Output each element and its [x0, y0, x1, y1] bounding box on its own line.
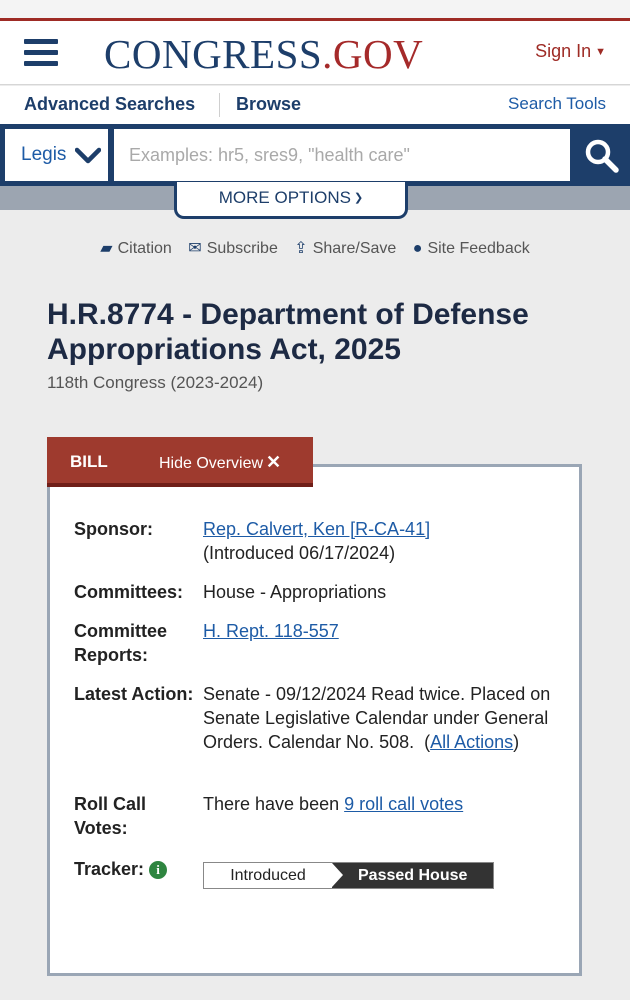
search-scope-dropdown[interactable]: [5, 129, 108, 181]
browse-link[interactable]: Browse: [236, 94, 302, 114]
congress-session: 118th Congress (2023-2024): [47, 373, 264, 392]
latest-action-text: Senate - 09/12/2024 Read twice. Placed on Senate Legislative Calendar under General Orders. Calendar No. 508.: [203, 684, 551, 752]
bill-tracker: [203, 862, 494, 889]
close-icon: ✕: [266, 452, 282, 472]
comment-icon: ●: [412, 240, 423, 257]
committees-value: House - Appropriations: [203, 582, 387, 602]
committees-label: Committees:: [74, 582, 184, 602]
sign-in-label: Sign In: [535, 41, 592, 61]
tracker-label-wrap: [74, 857, 196, 881]
search-button[interactable]: [576, 124, 630, 186]
hide-overview-label: Hide Overview: [159, 455, 264, 472]
roll-call-votes-link[interactable]: 9 roll call votes: [344, 794, 464, 814]
sponsor-link[interactable]: Rep. Calvert, Ken [R-CA-41]: [203, 519, 431, 539]
latest-action-label: Latest Action:: [74, 684, 194, 704]
sponsor-value: [203, 517, 553, 565]
overview-tab-bar: [47, 437, 313, 487]
roll-call-prefix: There have been: [203, 794, 340, 814]
citation-label: Citation: [117, 240, 172, 257]
site-feedback-action[interactable]: [413, 240, 530, 258]
search-tools-link[interactable]: Search Tools: [508, 94, 606, 113]
subscribe-label: Subscribe: [206, 240, 278, 257]
caret-down-icon: ▼: [595, 46, 606, 58]
nav-divider: [219, 93, 220, 117]
chevron-down-icon: ❯: [354, 192, 364, 204]
committee-report-link[interactable]: H. Rept. 118-557: [203, 621, 339, 641]
share-save-action[interactable]: [294, 238, 396, 258]
search-icon: [584, 138, 620, 174]
sponsor-introduced-date: (Introduced 06/17/2024): [203, 543, 396, 563]
hide-overview-button[interactable]: [159, 452, 281, 473]
browser-top-strip: [0, 0, 630, 20]
search-scope-label: Legis: [21, 144, 67, 165]
subscribe-action[interactable]: [188, 238, 278, 258]
logo-gov-text: .GOV: [322, 31, 424, 77]
envelope-icon: ✉: [188, 240, 202, 257]
tracker-label: Tracker:: [74, 859, 145, 879]
advanced-searches-link[interactable]: Advanced Searches: [24, 94, 196, 114]
committee-reports-value: [203, 619, 553, 643]
search-bar: [0, 124, 630, 186]
all-actions-link[interactable]: All Actions: [430, 732, 514, 752]
logo-congress-text: CONGRESS: [104, 31, 323, 77]
search-input[interactable]: [114, 129, 570, 181]
more-options-button[interactable]: [174, 182, 408, 219]
citation-icon: ▰: [100, 240, 113, 257]
bill-tab-label: BILL: [70, 452, 108, 471]
sponsor-label: Sponsor:: [74, 519, 153, 539]
roll-call-label: Roll Call Votes:: [74, 794, 147, 838]
latest-action-value: Senate - 09/12/2024 Read twice. Placed on Senate Legislative Calendar under General Orders. Calendar No. 508. (All Actions): [203, 684, 551, 752]
chevron-down-icon: [75, 147, 101, 165]
hamburger-menu-icon[interactable]: [24, 39, 58, 67]
site-header: [0, 21, 630, 85]
roll-call-value: [203, 792, 553, 816]
more-options-label: MORE OPTIONS: [218, 188, 351, 207]
secondary-nav: [0, 86, 630, 124]
citation-action[interactable]: [100, 238, 172, 258]
site-feedback-label: Site Feedback: [427, 240, 530, 257]
page-actions: [0, 238, 630, 260]
tracker-arrow: [332, 863, 343, 887]
committee-reports-label: Committee Reports:: [74, 621, 168, 665]
site-logo[interactable]: [104, 31, 423, 77]
share-save-label: Share/Save: [312, 240, 397, 257]
tracker-step-passed-house: Passed House: [332, 863, 493, 888]
tracker-step-introduced: Introduced: [230, 867, 306, 884]
share-icon: ⇪: [294, 240, 308, 257]
sign-in-button[interactable]: [535, 41, 606, 62]
info-icon[interactable]: i: [149, 861, 167, 879]
bill-title: H.R.8774 - Department of Defense Appropriations Act, 2025: [47, 298, 529, 366]
